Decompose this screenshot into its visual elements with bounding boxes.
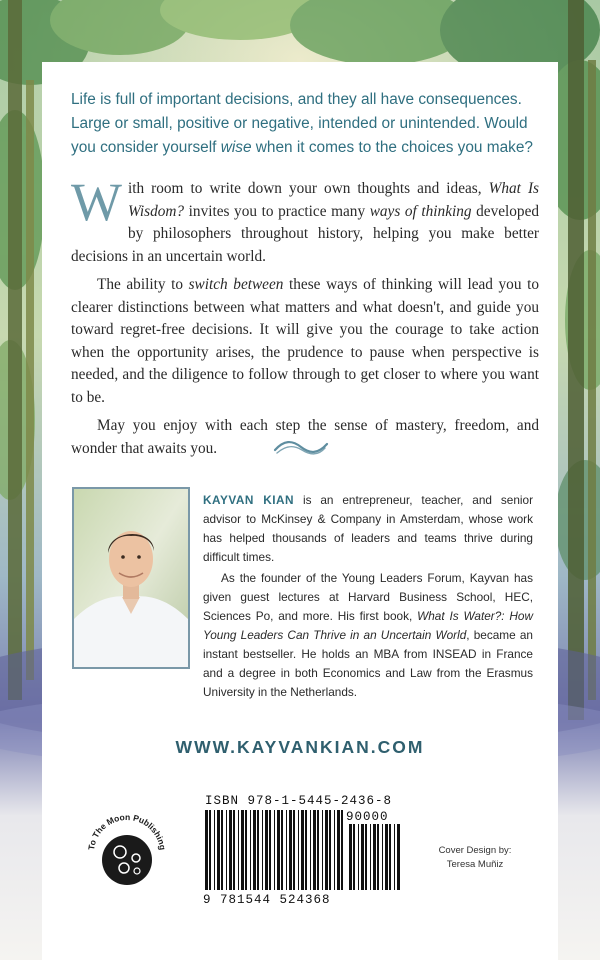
publisher-logo xyxy=(82,808,172,898)
author-photo xyxy=(72,487,190,669)
author-bio xyxy=(203,491,533,704)
cover-design-credit xyxy=(420,844,530,872)
credit-label: Cover Design by: xyxy=(438,845,512,856)
intro-paragraph: Life is full of important decisions, and they all have consequences. Large or small, positive or negative, intended or unintended. Would you consider yourself wise when it comes to the choices you make? xyxy=(71,91,533,156)
description-paragraph-2: The ability to switch between these ways of thinking will lead you to clearer distinctions between what matters and what doesn't, and guide you toward regret-free decisions. It will give you the courage to take action when the opportunity arises, the prudence to pause when perspective is needed, and the diligence to follow through to get closer to where you want to be. xyxy=(71,276,539,406)
book-title: What Is Wisdom? xyxy=(127,180,539,220)
price-addon-number: 90000 xyxy=(346,810,389,824)
description-body xyxy=(71,172,540,466)
isbn-label: ISBN 978-1-5445-2436-8 xyxy=(205,794,393,808)
author-portrait xyxy=(74,489,188,667)
author-website-link[interactable]: WWW.KAYVANKIAN.COM xyxy=(175,737,425,757)
barcode-number: 9 781544 524368 xyxy=(203,893,331,907)
emphasis-wise: wise xyxy=(220,139,252,156)
bio-paragraph-1: KAYVAN KIAN is an entrepreneur, teacher, and senior advisor to McKinsey & Company in Amsterdam, whose work has helped thousands of leaders and teams thrive during difficult times. xyxy=(203,493,533,564)
bio-paragraph-2: As the founder of the Young Leaders Forum, Kayvan has given guest lectures at Harvard Business School, HEC, Sciences Po, and more. His first book, What Is Water?: How Young Leaders Can Thrive in an Uncertain World, became an instant bestseller. He holds an MBA from INSEAD in France and a degree in both Economics and Law from the Erasmus University in the Netherlands. xyxy=(203,571,533,699)
publisher-name: To The Moon Publishing xyxy=(86,811,168,851)
description-paragraph-3: May you enjoy with each step the sense of mastery, freedom, and wonder that awaits you. xyxy=(71,417,539,457)
description-paragraph-1: With room to write down your own thoughts and ideas, What Is Wisdom? invites you to practice many ways of thinking developed by philosophers throughout history, helping you make better decisions in an uncertain world. xyxy=(71,172,540,265)
wave-flourish-icon xyxy=(272,437,330,457)
drop-cap: W xyxy=(71,172,122,232)
credit-name: Teresa Muñiz xyxy=(446,859,504,870)
first-book-title: What Is Water?: How Young Leaders Can Thrive in an Uncertain World xyxy=(203,609,533,642)
author-name: KAYVAN KIAN xyxy=(203,493,295,507)
